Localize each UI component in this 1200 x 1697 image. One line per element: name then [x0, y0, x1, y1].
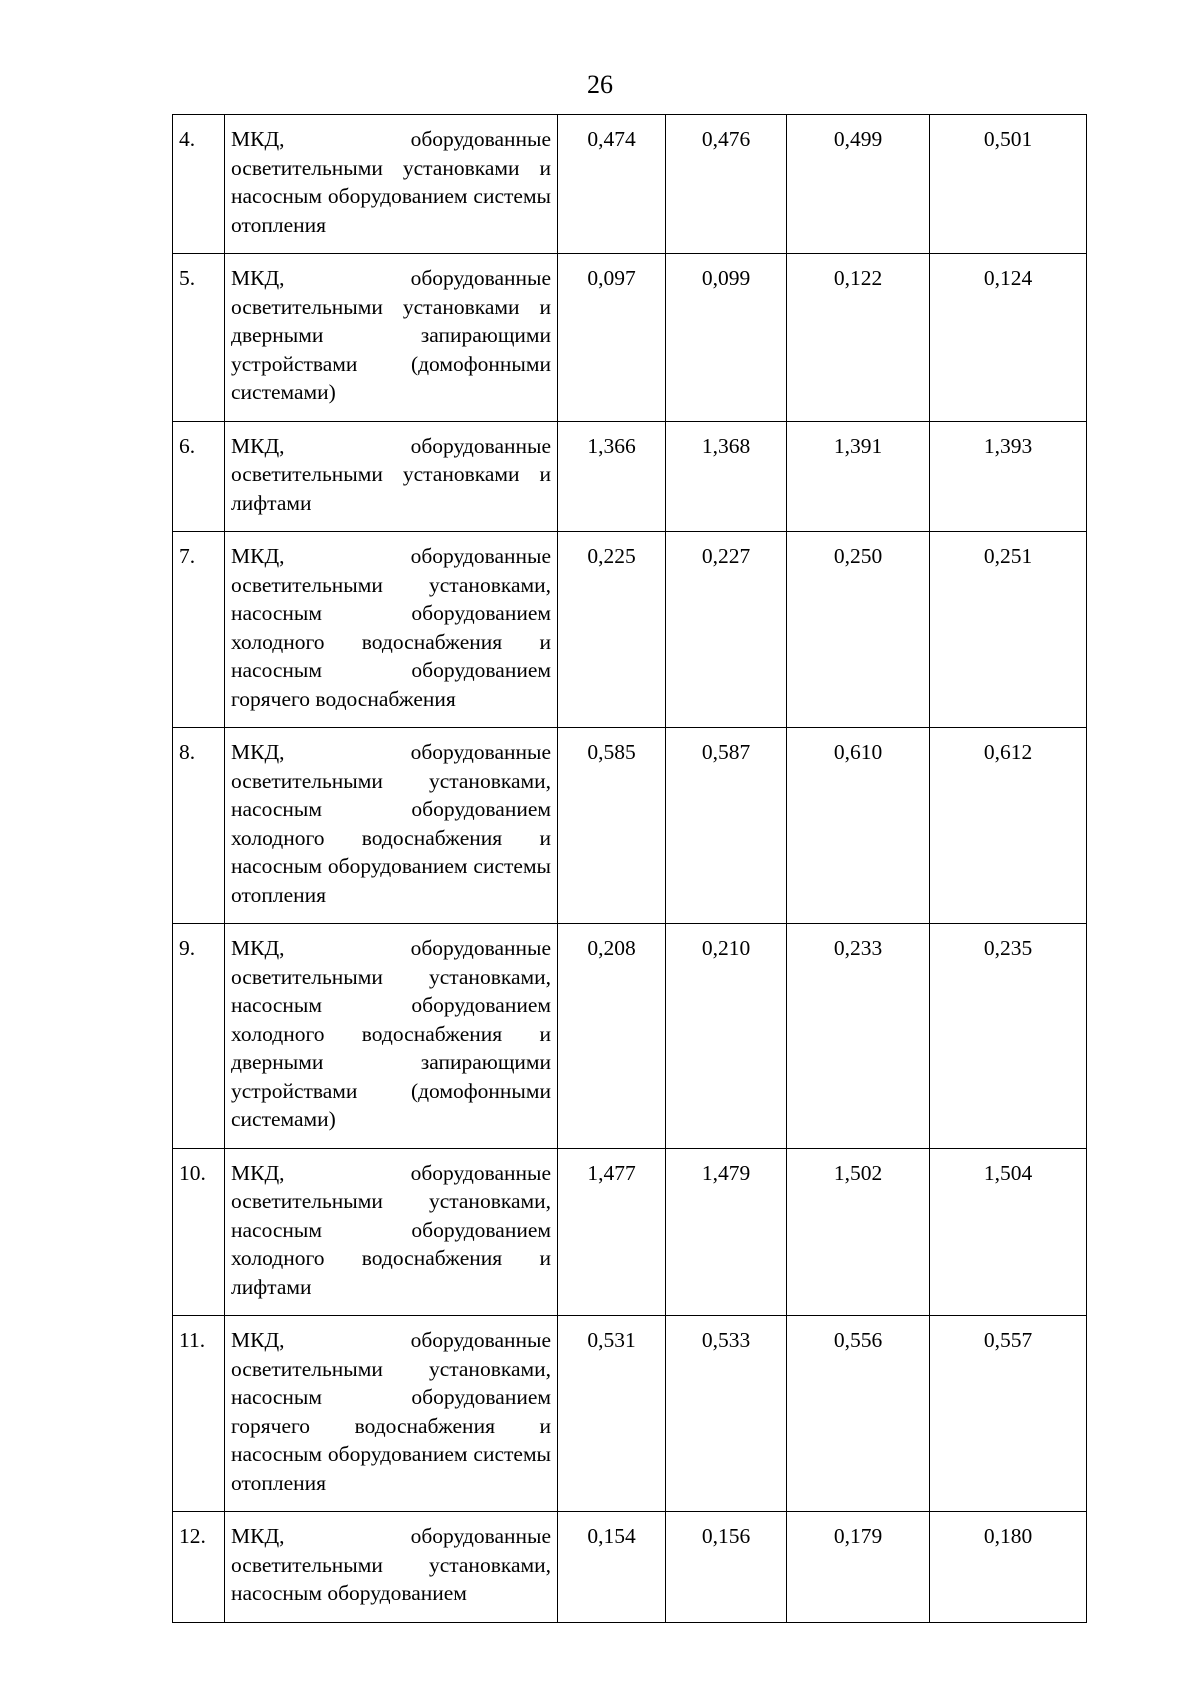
table-row — [173, 115, 1087, 254]
row-number: 6. — [173, 421, 225, 532]
row-number: 4. — [173, 115, 225, 254]
table-body — [173, 115, 1087, 1623]
page-number: 26 — [587, 70, 613, 99]
row-value-2: 0,156 — [666, 1512, 787, 1623]
row-description: МКД, оборудованные осветительными установками, насосным оборудованием холодного водоснабжения и насосным оборудованием системы отопления — [225, 728, 558, 924]
row-value-1: 0,097 — [558, 254, 666, 422]
row-description: МКД, оборудованные осветительными установками, насосным оборудованием — [225, 1512, 558, 1623]
row-value-4: 0,251 — [930, 532, 1087, 728]
row-number: 9. — [173, 924, 225, 1149]
table-row — [173, 728, 1087, 924]
row-value-2: 0,476 — [666, 115, 787, 254]
row-description: МКД, оборудованные осветительными установками, насосным оборудованием горячего водоснабжения и насосным оборудованием системы отопления — [225, 1316, 558, 1512]
row-number: 10. — [173, 1148, 225, 1316]
row-value-1: 0,531 — [558, 1316, 666, 1512]
row-value-1: 0,585 — [558, 728, 666, 924]
table-row — [173, 532, 1087, 728]
row-number: 12. — [173, 1512, 225, 1623]
row-value-3: 0,122 — [787, 254, 930, 422]
row-value-3: 0,610 — [787, 728, 930, 924]
table-row — [173, 1512, 1087, 1623]
row-value-3: 0,556 — [787, 1316, 930, 1512]
data-table — [172, 114, 1087, 1623]
row-value-4: 0,180 — [930, 1512, 1087, 1623]
table-row — [173, 421, 1087, 532]
row-value-1: 1,477 — [558, 1148, 666, 1316]
row-value-2: 1,479 — [666, 1148, 787, 1316]
row-value-4: 0,235 — [930, 924, 1087, 1149]
row-number: 8. — [173, 728, 225, 924]
row-value-3: 0,250 — [787, 532, 930, 728]
row-value-4: 1,504 — [930, 1148, 1087, 1316]
row-number: 11. — [173, 1316, 225, 1512]
row-value-3: 0,233 — [787, 924, 930, 1149]
table-row — [173, 254, 1087, 422]
row-number: 5. — [173, 254, 225, 422]
table-row — [173, 924, 1087, 1149]
row-value-1: 1,366 — [558, 421, 666, 532]
row-value-2: 0,210 — [666, 924, 787, 1149]
row-value-2: 0,533 — [666, 1316, 787, 1512]
row-value-4: 0,557 — [930, 1316, 1087, 1512]
row-value-2: 1,368 — [666, 421, 787, 532]
row-value-3: 0,499 — [787, 115, 930, 254]
row-value-1: 0,208 — [558, 924, 666, 1149]
table-row — [173, 1148, 1087, 1316]
row-value-3: 1,502 — [787, 1148, 930, 1316]
row-description: МКД, оборудованные осветительными установками, насосным оборудованием холодного водоснабжения и лифтами — [225, 1148, 558, 1316]
row-value-4: 0,612 — [930, 728, 1087, 924]
row-value-2: 0,227 — [666, 532, 787, 728]
row-value-1: 0,154 — [558, 1512, 666, 1623]
row-description: МКД, оборудованные осветительными установками и дверными запирающими устройствами (домофонными системами) — [225, 254, 558, 422]
row-value-2: 0,099 — [666, 254, 787, 422]
row-value-4: 0,124 — [930, 254, 1087, 422]
row-description: МКД, оборудованные осветительными установками и насосным оборудованием системы отопления — [225, 115, 558, 254]
row-number: 7. — [173, 532, 225, 728]
row-value-1: 0,474 — [558, 115, 666, 254]
row-description: МКД, оборудованные осветительными установками, насосным оборудованием холодного водоснабжения и насосным оборудованием горячего водоснабжения — [225, 532, 558, 728]
row-value-3: 1,391 — [787, 421, 930, 532]
table-row — [173, 1316, 1087, 1512]
row-value-4: 0,501 — [930, 115, 1087, 254]
row-value-4: 1,393 — [930, 421, 1087, 532]
row-description: МКД, оборудованные осветительными установками и лифтами — [225, 421, 558, 532]
row-description: МКД, оборудованные осветительными установками, насосным оборудованием холодного водоснабжения и дверными запирающими устройствами (домофонными системами) — [225, 924, 558, 1149]
row-value-2: 0,587 — [666, 728, 787, 924]
row-value-3: 0,179 — [787, 1512, 930, 1623]
row-value-1: 0,225 — [558, 532, 666, 728]
